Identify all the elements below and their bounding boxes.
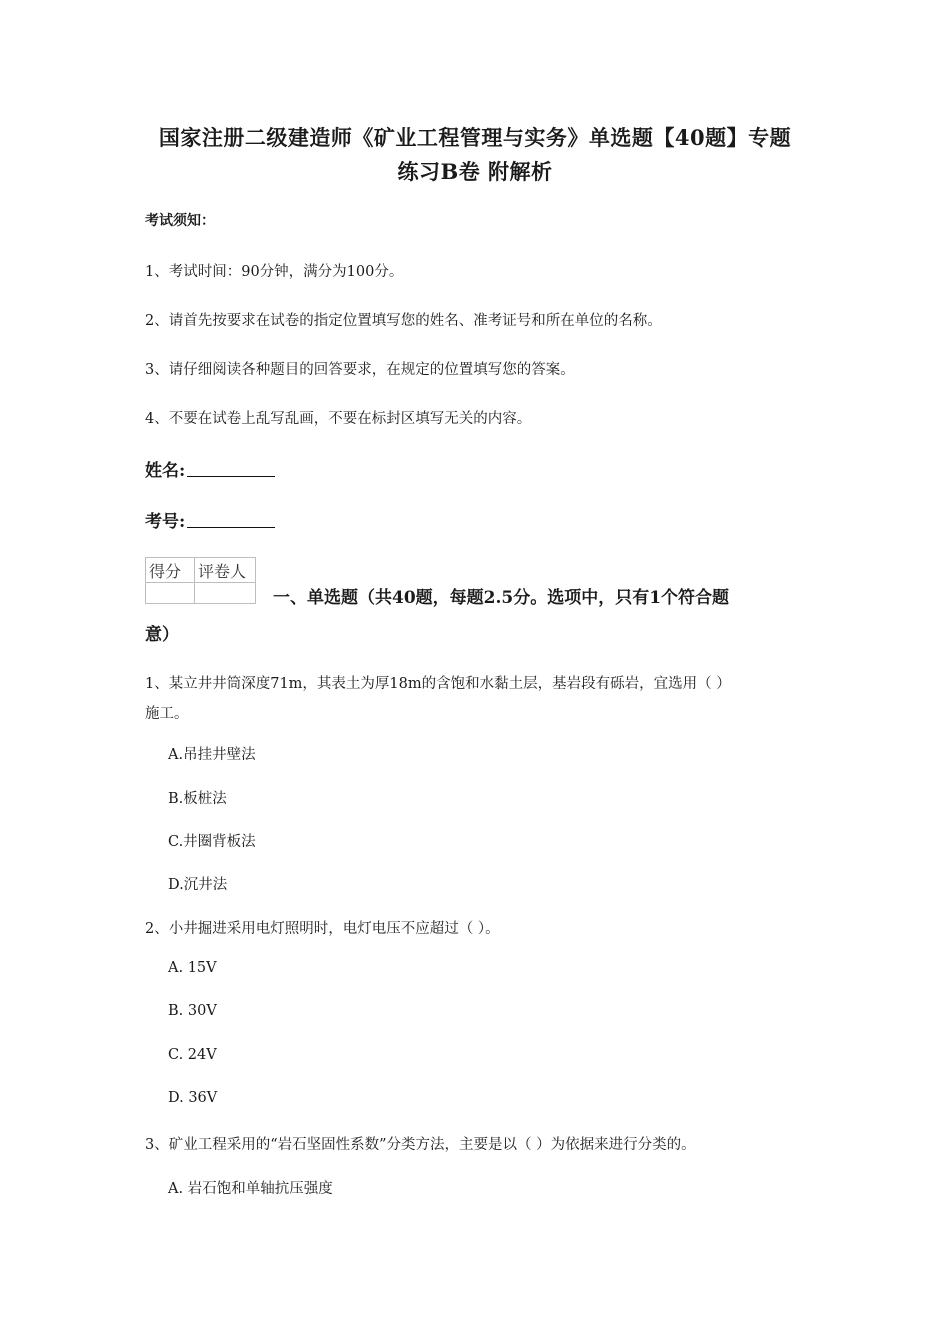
notice-heading: 考试须知：	[145, 213, 215, 229]
question-option: B. 30V	[168, 1003, 217, 1019]
notice-item: 1、考试时间：90分钟，满分为100分。	[145, 264, 404, 280]
question-stem: 2、小井掘进采用电灯照明时，电灯电压不应超过（ ）。	[145, 921, 500, 937]
question-stem-continued: 施工。	[145, 706, 189, 722]
question-option: B.板桩法	[168, 791, 227, 807]
score-cell[interactable]	[146, 583, 195, 604]
exam-id-label: 考号:	[145, 512, 186, 532]
notice-item: 2、请首先按要求在试卷的指定位置填写您的姓名、准考证号和所在单位的名称。	[145, 313, 662, 329]
exam-id-field[interactable]	[145, 507, 275, 532]
question-stem: 3、矿业工程采用的“岩石坚固性系数”分类方法，主要是以（ ）为依据来进行分类的。	[145, 1137, 696, 1153]
notice-item: 3、请仔细阅读各种题目的回答要求，在规定的位置填写您的答案。	[145, 362, 575, 378]
question-option: A. 15V	[168, 960, 217, 976]
name-field[interactable]	[145, 456, 275, 481]
question-option: A. 岩石饱和单轴抗压强度	[168, 1181, 333, 1197]
question-option: D.沉井法	[168, 877, 228, 893]
question-option: D. 36V	[168, 1090, 218, 1106]
question-option: C.井圈背板法	[168, 834, 256, 850]
section-heading-line2: 意）	[145, 625, 179, 645]
question-option: A.吊挂井壁法	[168, 747, 256, 763]
exam-id-blank-line[interactable]	[187, 511, 275, 528]
score-header: 得分	[146, 558, 195, 583]
name-blank-line[interactable]	[187, 460, 275, 477]
document-title-line1: 国家注册二级建造师《矿业工程管理与实务》单选题【40题】专题	[158, 125, 792, 150]
notice-item: 4、不要在试卷上乱写乱画，不要在标封区填写无关的内容。	[145, 411, 532, 427]
document-title-line2: 练习B卷 附解析	[397, 159, 553, 184]
question-option: C. 24V	[168, 1047, 217, 1063]
question-stem: 1、某立井井筒深度71m，其表土为厚18m的含饱和水黏土层，基岩段有砾岩，宜选用（ ）	[145, 676, 731, 692]
section-heading-line1: 一、单选题（共40题，每题2.5分。选项中，只有1个符合题	[273, 588, 730, 608]
name-label: 姓名:	[145, 461, 186, 481]
grader-cell[interactable]	[195, 583, 256, 604]
grader-header: 评卷人	[195, 558, 256, 583]
score-table	[145, 557, 256, 604]
